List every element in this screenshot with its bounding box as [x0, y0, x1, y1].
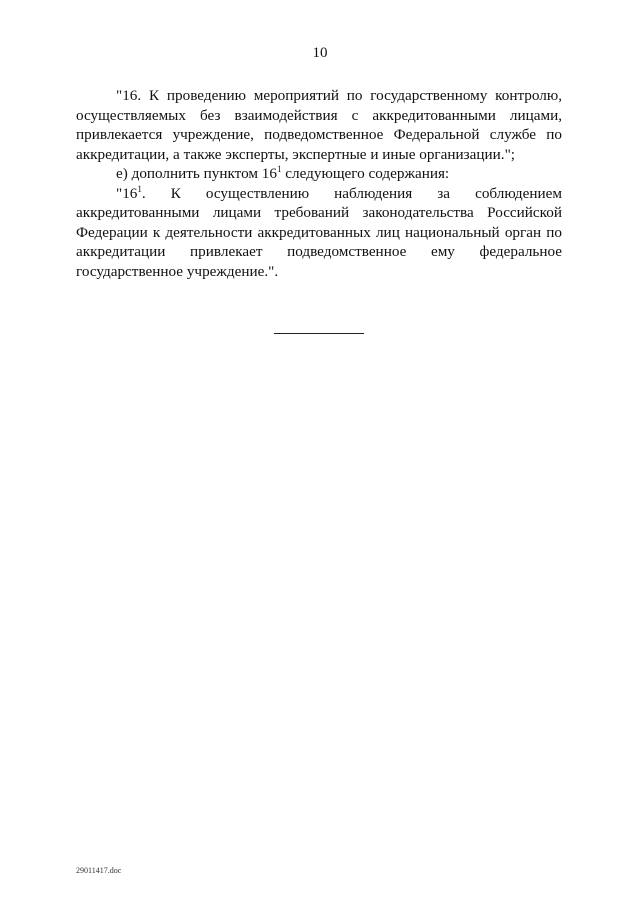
footer-doc-code: 29011417.doc: [76, 866, 122, 875]
paragraph-item-16-1: [76, 184, 562, 282]
document-body: [76, 86, 562, 281]
paragraph-text: . К осуществлению наблюдения за соблюдением аккредитованными лицами требований законодательства Российской Федерации к деятельности аккредитованных лиц национальный орган по аккредитации привлекает подведомственное ему федеральное государственное учреждение.".: [76, 184, 562, 280]
page-number: 10: [312, 45, 328, 61]
paragraph-text: е) дополнить пунктом 16: [116, 165, 277, 182]
paragraph-text: "16: [116, 184, 138, 202]
paragraph-item-16: "16. К проведению мероприятий по государственному контролю, осуществляемых без взаимодействия с аккредитованными лицами, привлекается учреждение, подведомственное Федеральной службе по аккредитации, а также эксперты, экспертные и иные организации.";: [76, 87, 562, 163]
superscript: 1: [137, 183, 142, 194]
paragraph-text: следующего содержания:: [281, 165, 450, 182]
paragraph-subitem-e: [76, 164, 562, 184]
superscript: 1: [277, 164, 282, 174]
section-divider: [274, 333, 364, 334]
